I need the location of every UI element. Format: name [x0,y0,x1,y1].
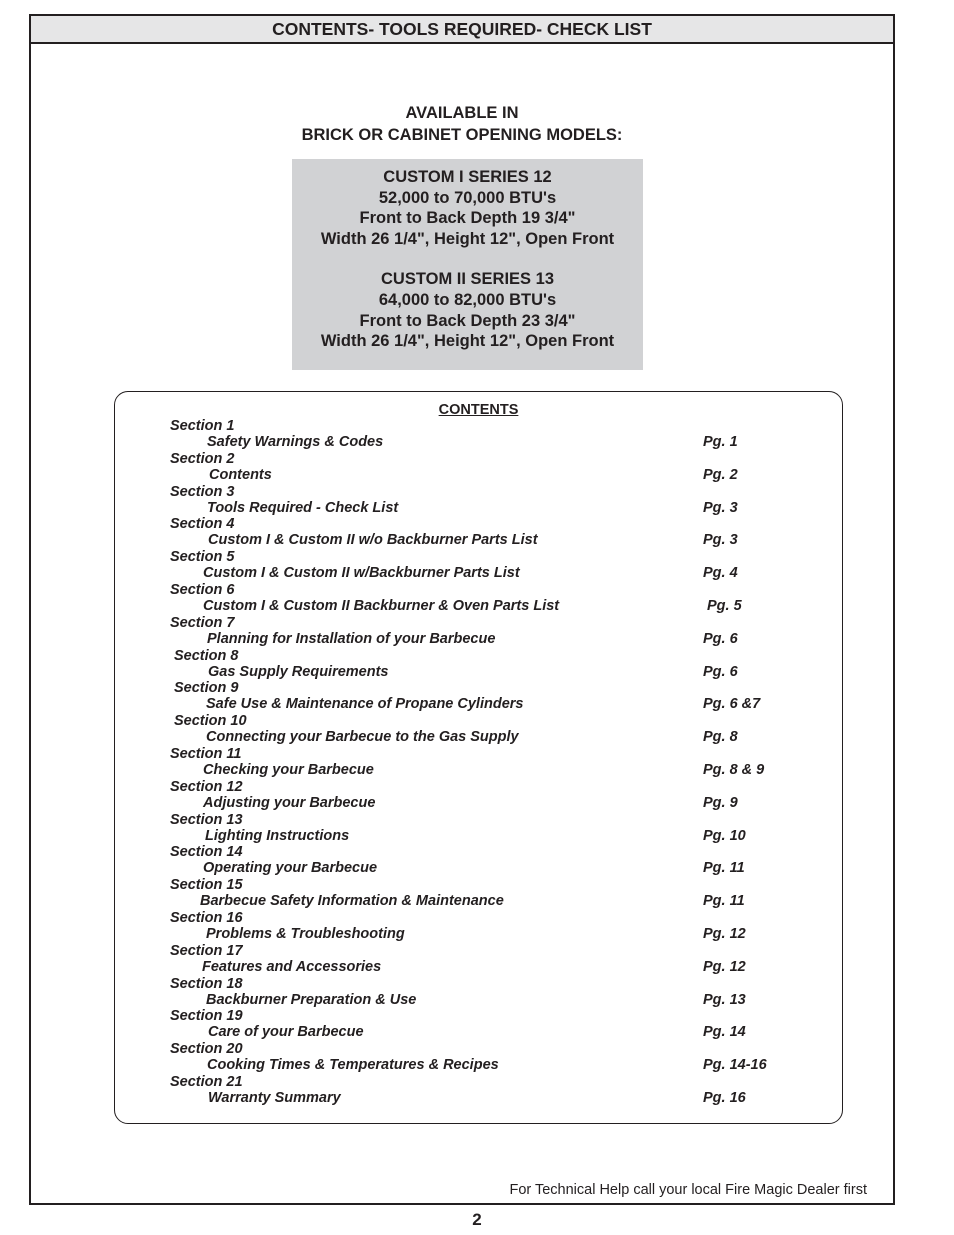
toc-section-page: Pg. 10 [703,827,746,844]
toc-section-title: Custom I & Custom II w/Backburner Parts List [203,565,520,582]
toc-section-page: Pg. 6 &7 [703,696,761,713]
toc-section-page: Pg. 13 [703,991,746,1008]
toc-section-label: Section 14 [170,844,243,861]
availability-line-2: BRICK OR CABINET OPENING MODELS: [301,126,623,144]
toc-section-title: Contents [209,466,272,483]
toc-section-label: Section 15 [170,877,243,894]
page-title: CONTENTS- TOOLS REQUIRED- CHECK LIST [31,16,893,44]
toc-section-title: Care of your Barbecue [208,1024,364,1041]
page-number: 2 [472,1210,482,1229]
toc-section-page: Pg. 14 [703,1024,746,1041]
toc-section-page: Pg. 4 [703,565,738,582]
toc-section [170,746,810,779]
model-dims: Width 26 1/4", Height 12", Open Front [320,332,615,351]
toc-section-label: Section 16 [170,909,243,926]
contents-box [114,391,843,1124]
toc-section-page: Pg. 6 [703,663,738,680]
toc-section-title: Custom I & Custom II Backburner & Oven Parts List [203,597,560,614]
toc-section-page: Pg. 9 [703,794,738,811]
toc-section-page: Pg. 16 [703,1089,746,1106]
toc-section [170,648,810,681]
toc-section [170,713,810,746]
toc-section-title: Gas Supply Requirements [208,663,389,680]
toc-section [170,910,810,943]
model-dims: Width 26 1/4", Height 12", Open Front [320,229,615,248]
toc-section-label: Section 13 [170,811,243,828]
toc-section-label: Section 10 [174,713,247,730]
toc-section-title: Warranty Summary [208,1089,341,1106]
toc-section-page: Pg. 8 & 9 [703,761,765,778]
model-btu: 64,000 to 82,000 BTU's [378,290,557,309]
model-btu: 52,000 to 70,000 BTU's [378,188,557,207]
toc-section-title: Problems & Troubleshooting [206,925,405,942]
model-spec-box [292,159,643,370]
toc-section-page: Pg. 12 [703,958,746,975]
toc-section-page: Pg. 1 [703,434,738,450]
page-frame [29,14,895,1205]
toc-section-title: Connecting your Barbecue to the Gas Supply [206,729,519,746]
model-name: CUSTOM I SERIES 12 [383,168,552,186]
toc-section [170,812,810,845]
toc-section-title: Checking your Barbecue [203,761,374,778]
toc-section [170,943,810,976]
toc-section-label: Section 12 [170,778,243,795]
toc-section-title: Tools Required - Check List [207,499,399,516]
toc-section [170,549,810,582]
toc-section-page: Pg. 3 [703,499,738,516]
availability-line-1: AVAILABLE IN [405,104,519,122]
toc-section-title: Lighting Instructions [205,827,350,844]
availability-heading [31,102,893,146]
toc-section-title: Features and Accessories [202,958,382,975]
toc-section [170,1074,810,1107]
toc-section [170,1008,810,1041]
toc-section [170,680,810,713]
toc-section-title: Safety Warnings & Codes [207,434,384,450]
toc-section-title: Barbecue Safety Information & Maintenance [200,893,504,910]
toc-section-label: Section 18 [170,975,243,992]
toc-section-title: Cooking Times & Temperatures & Recipes [207,1057,499,1074]
toc-section-label: Section 7 [170,614,235,631]
toc-section-page: Pg. 2 [703,466,738,483]
toc-section-page: Pg. 12 [703,925,746,942]
toc-section-page: Pg. 5 [707,597,742,614]
toc-section-label: Section 3 [170,483,235,500]
toc-section [170,516,810,549]
toc-section [170,615,810,648]
toc-section-label: Section 8 [174,647,239,664]
toc-section-page: Pg. 3 [703,532,738,549]
toc-section [170,582,810,615]
toc-section [170,451,810,484]
toc-section-page: Pg. 11 [703,893,745,910]
contents-list [170,418,810,1107]
toc-section-title: Safe Use & Maintenance of Propane Cylinders [206,696,524,713]
toc-section [170,877,810,910]
toc-section [170,779,810,812]
toc-section [170,976,810,1009]
toc-section-label: Section 21 [170,1073,243,1090]
model-name: CUSTOM II SERIES 13 [381,270,554,289]
toc-section-title: Backburner Preparation & Use [206,991,417,1008]
technical-help-note: For Technical Help call your local Fire Magic Dealer first [509,1182,867,1198]
toc-section-label: Section 6 [170,581,235,598]
toc-section-label: Section 1 [170,418,235,434]
toc-section-label: Section 2 [170,450,235,467]
model-depth: Front to Back Depth 19 3/4" [359,209,576,228]
toc-section-title: Planning for Installation of your Barbecue [207,630,496,647]
toc-section-label: Section 5 [170,549,235,566]
toc-section [170,418,810,451]
toc-section [170,1041,810,1074]
toc-section-title: Adjusting your Barbecue [203,794,376,811]
toc-section-label: Section 17 [170,942,243,959]
toc-section [170,844,810,877]
toc-section-page: Pg. 8 [703,729,738,746]
toc-section-page: Pg. 14-16 [703,1057,767,1074]
toc-section-title: Custom I & Custom II w/o Backburner Parts List [208,532,538,549]
toc-section-page: Pg. 6 [703,630,738,647]
toc-section-page: Pg. 11 [703,860,745,877]
toc-section-label: Section 4 [170,516,235,533]
model-depth: Front to Back Depth 23 3/4" [359,311,576,330]
toc-section-label: Section 11 [170,745,242,762]
toc-section-title: Operating your Barbecue [203,860,378,877]
toc-section [170,484,810,517]
contents-title: CONTENTS [438,402,519,418]
toc-section-label: Section 19 [170,1008,243,1025]
toc-section-label: Section 20 [170,1041,243,1058]
toc-section-label: Section 9 [174,680,239,697]
